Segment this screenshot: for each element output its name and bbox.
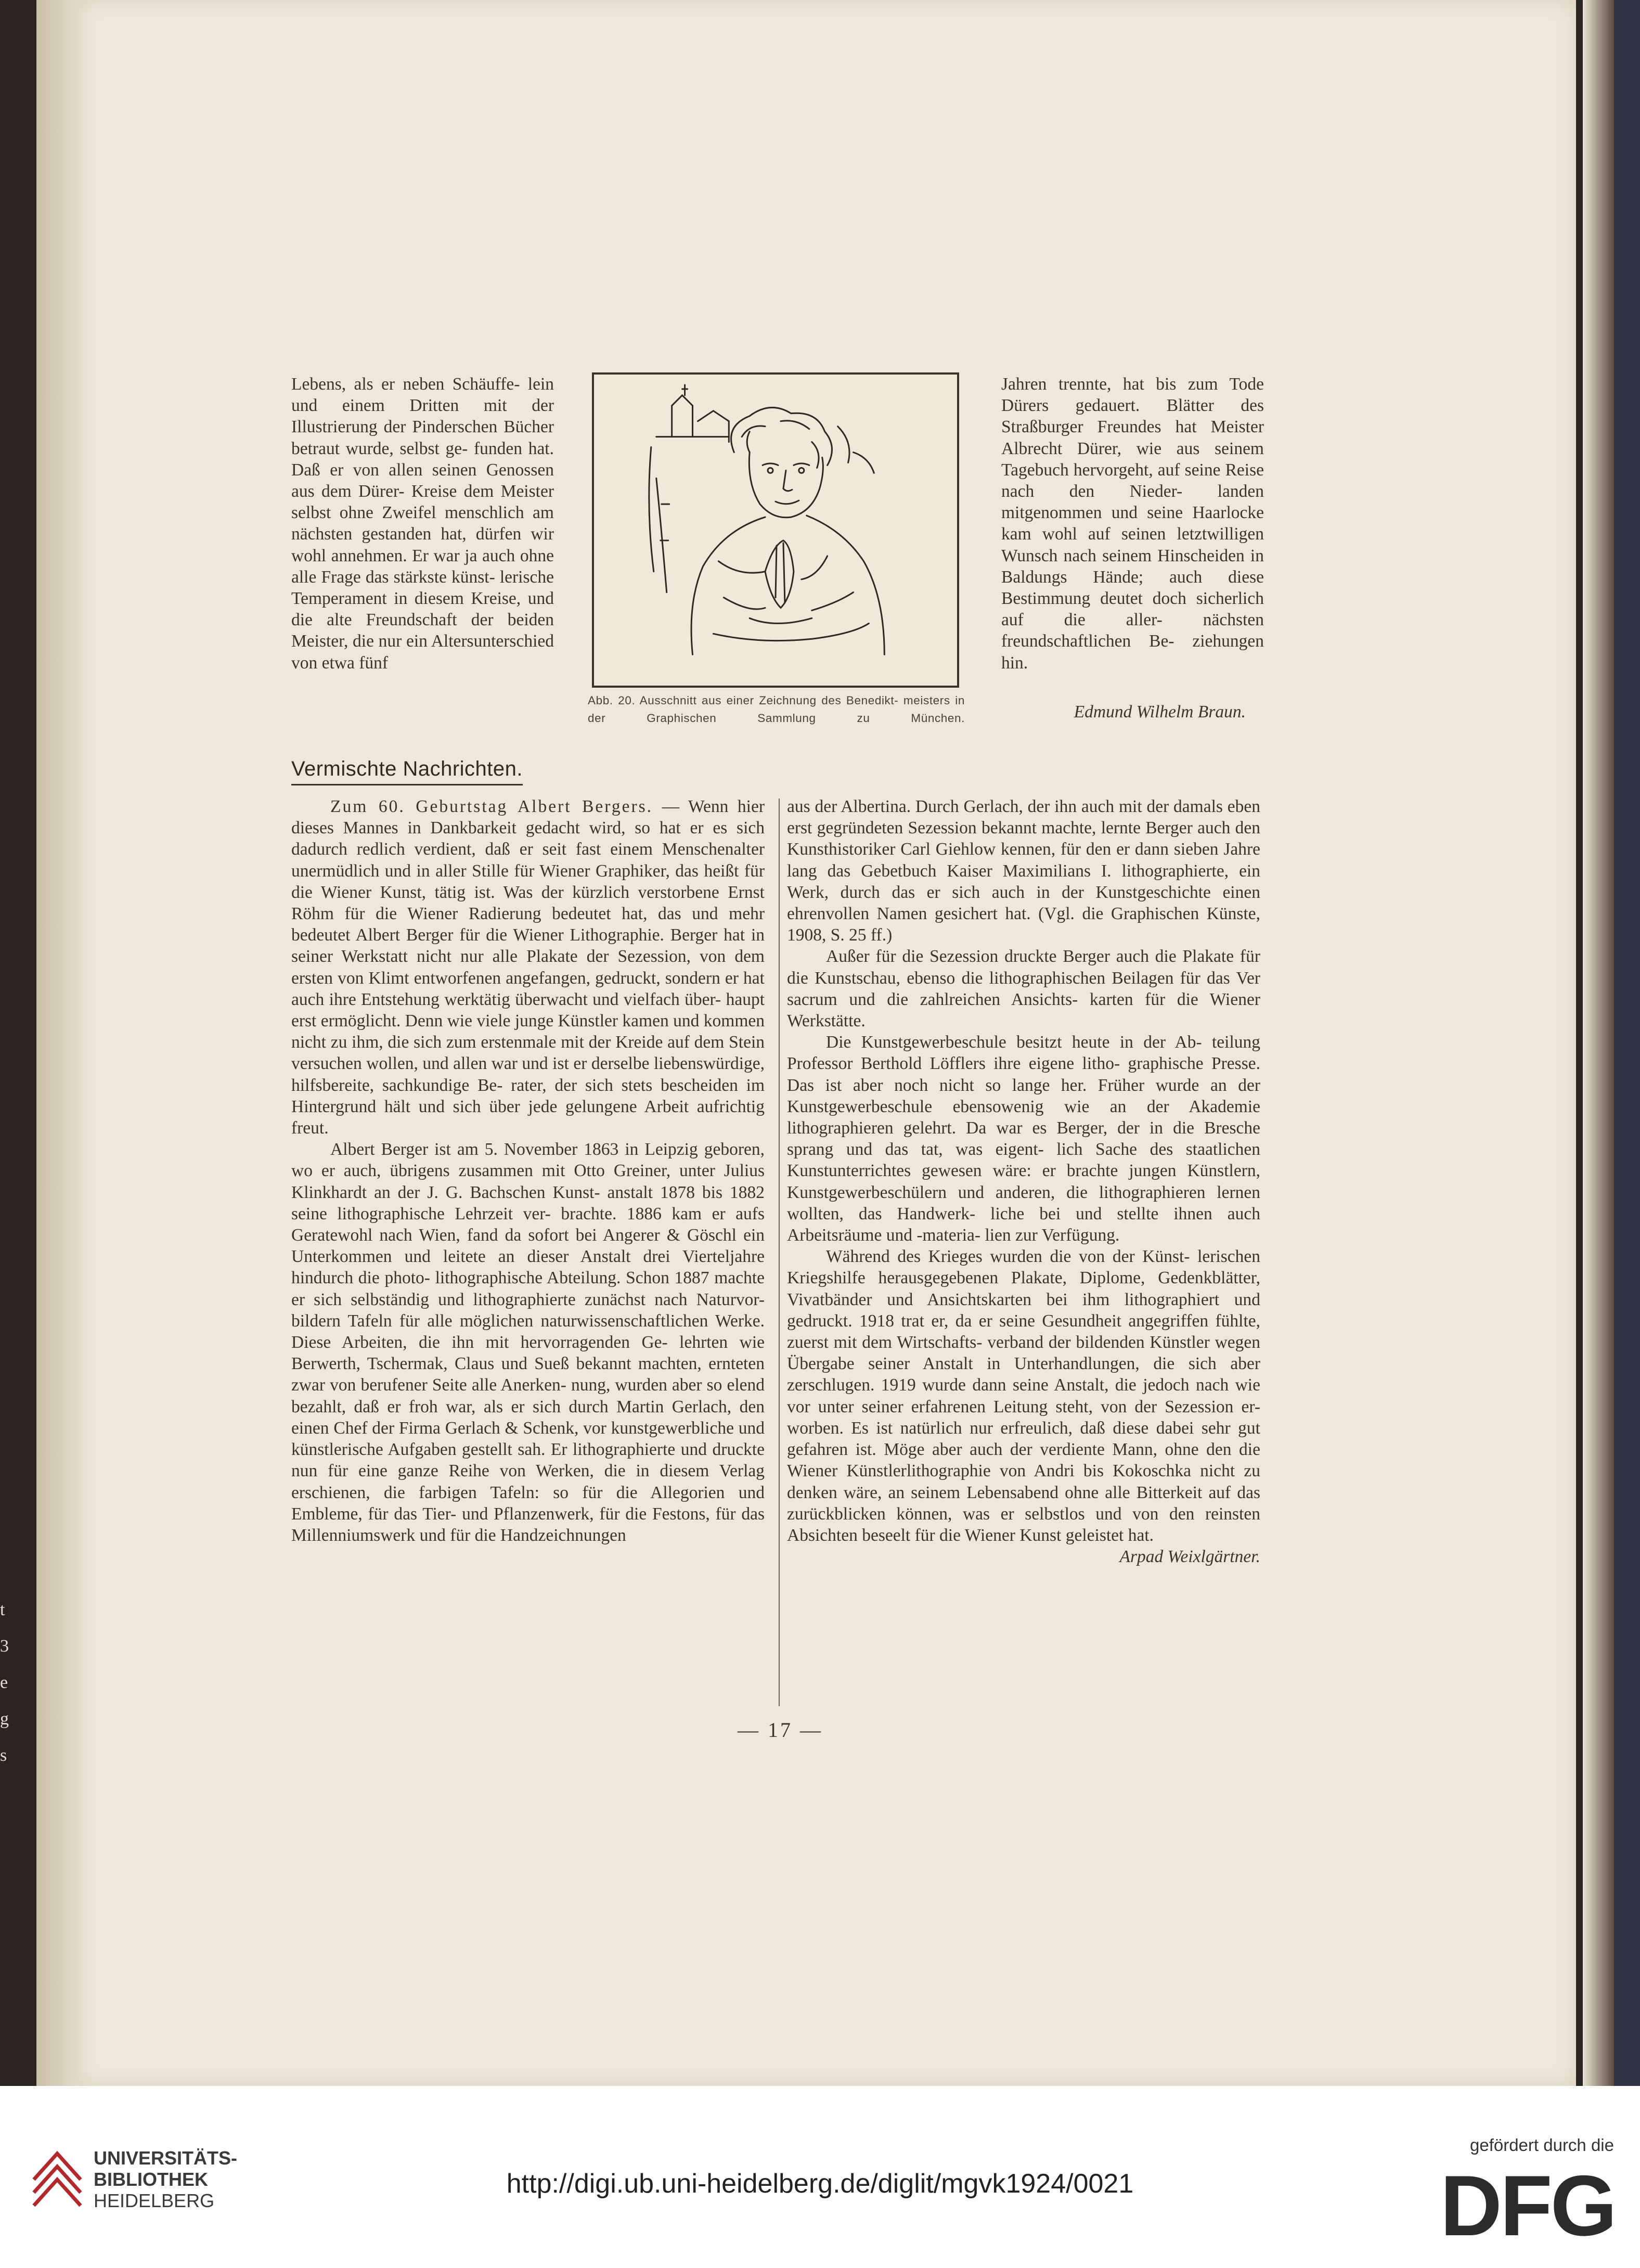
- library-name-line: HEIDELBERG: [94, 2190, 215, 2211]
- paragraph-text: Während des Krieges wurden die von der Künst- lerischen Kriegshilfe herausgegebenen Plakate, Diplome, Gedenkblätter, Vivatbänder und Ansichtskarten bei ihm lithographiert und gedruckt. 1918 trat er, da er seine Gesundheit angegriffen fühlte, zuerst mit dem Wirtschafts- verband der bildenden Künstler wegen Übergabe seiner Anstalt in Unterhandlungen, die sich aber zerschlugen. 1919 wurde dann seine Anstalt, die jedoch nach wie vor unter seiner erfahrenen Leitung steht, von der Sezession er- worben. Es ist natürlich nur erfreulich, daß diese dabei sehr gut gefahren ist. Möge aber auch der verdiente Mann, ohne den die Wiener Künstlerlithographie von Andri bis Kokoschka nicht zu denken wäre, an seinem Lebensabend ohne alle Bitterkeit auf das zurückblicken können, was er selbstlos und von den reinsten Absichten beseelt für die Wiener Kunst geleistet hat.: [787, 1247, 1260, 1545]
- dfg-logo: DFG: [1440, 2158, 1615, 2253]
- article-text-right: [1001, 373, 1264, 674]
- drawing-portrait-icon: [594, 375, 957, 686]
- page-number: — 17 —: [738, 1718, 823, 1742]
- news-column-right: [787, 796, 1260, 1567]
- margin-char: g: [0, 1709, 9, 1729]
- paragraph: Lebens, als er neben Schäuffe- lein und einem Dritten mit der Illustrierung der Pinderschen Bücher betraut wurde, selbst ge- funden hat. Daß er von allen seinen Genossen aus dem Dürer- Kreise dem Meister selbst ohne Zweifel menschlich am nächsten gestanden hat, dürfen wir wohl annehmen. Er war ja auch ohne alle Frage das stärkste künst- lerische Temperament in diesem Kreise, und die alte Freundschaft der beiden Meister, die nur ein Altersunterschied von etwa fünf: [291, 375, 554, 673]
- author-signature: Arpad Weixlgärtner.: [1119, 1547, 1260, 1567]
- paragraph: Außer für die Sezession druckte Berger auch die Plakate für die Kunstschau, ebenso die lithographischen Beilagen für das Ver sacrum und die zahlreichen Ansichts- karten für die Wiener Werkstätte.: [787, 947, 1260, 1031]
- article-text-left: [291, 373, 554, 674]
- source-url-link[interactable]: http://digi.ub.uni-heidelberg.de/diglit/mgvk1924/0021: [506, 2169, 1134, 2199]
- column-divider: [779, 798, 780, 1706]
- footer-bar: [0, 2086, 1640, 2268]
- article-lead: Zum 60. Geburtstag Albert Bergers.: [330, 797, 653, 816]
- paragraph: Jahren trennte, hat bis zum Tode Dürers gedauert. Blätter des Straßburger Freundes hat Meister Albrecht Dürer, wie aus seinem Tagebuch hervorgeht, auf seine Reise nach den Nieder- landen mitgenommen und seine Haarlocke kam wohl auf seinen letztwilligen Wunsch nach seinem Hinscheiden in Baldungs Hände; auch diese Bestimmung deutet doch sicherlich auf die aller- nächsten freundschaftlichen Be- ziehungen hin.: [1001, 375, 1264, 673]
- library-name-line: BIBLIOTHEK: [94, 2169, 208, 2190]
- margin-characters: [0, 1592, 16, 1774]
- figure-illustration: [592, 372, 959, 688]
- margin-char: t: [0, 1600, 5, 1619]
- section-title: Vermischte Nachrichten.: [291, 757, 523, 785]
- book-cover-edge: [1614, 0, 1640, 2086]
- margin-char: 3: [0, 1636, 9, 1656]
- paragraph: [787, 1246, 1260, 1567]
- library-name-line: UNIVERSITÄTS-: [94, 2147, 238, 2169]
- paragraph: Albert Berger ist am 5. November 1863 in Leipzig geboren, wo er auch, übrigens zusammen mit Otto Greiner, unter Julius Klinkhardt an der J. G. Bachschen Kunst- anstalt 1878 bis 1882 seine lithographische Lehrzeit ver- brachte. 1886 kam er aufs Geratewohl nach Wien, fand da sofort bei Angerer & Göschl ein Unterkommen und leitete an dieser Anstalt drei Vierteljahre hindurch die photo- lithographische Abteilung. Schon 1887 machte er sich selbständig und lithographierte zunächst nach Naturvor- bildern Tafeln für alle möglichen naturwissenschaftlichen Werke. Diese Arbeiten, die ihn mit hervorragenden Ge- lehrten wie Berwerth, Tschermak, Claus und Sueß bekannt machten, ernteten zwar von berufener Seite alle Anerken- nung, wurden aber so elend bezahlt, daß er froh war, als er sich durch Martin Gerlach, den einen Chef der Firma Gerlach & Schenk, vor kunstgewerbliche und künstlerische Aufgaben gestellt sah. Er lithographierte und druckte nun für eine ganze Reihe von Werken, die in diesem Verlag erschienen, die farbigen Tafeln: so für die Allegorien und Embleme, für das Tier- und Pflanzenwerk, für die Festons, für das Millenniumswerk und für die Handzeichnungen: [291, 1140, 765, 1545]
- paragraph-text: — Wenn hier dieses Mannes in Dankbarkeit gedacht wird, so hat er es sich dadurch redlich verdient, daß er seit fast einem Menschenalter unermüdlich und in aller Stille für Wiener Graphiker, das heißt für die Wiener Kunst, tätig ist. Was der kürzlich verstorbene Ernst Röhm für die Wiener Radierung bedeutet hat, das und mehr bedeutet Albert Berger für die Wiener Lithographie. Berger hat in seiner Werkstatt nicht nur alle Plakate der Sezession, von dem ersten von Klimt entworfenen angefangen, gedruckt, sondern er hat auch ihre Entstehung werktätig überwacht und vielfach über- haupt erst ermöglicht. Denn wie viele junge Künstler kamen und kommen nicht zu ihm, die sich zum erstenmale mit der Kreide auf dem Stein versuchen wollen, und allen war und ist er derselbe liebenswürdige, hilfsbereite, sachkundige Be- rater, der sich stets bescheiden im Hintergrund hält und sich über jede gelungene Arbeit aufrichtig freut.: [291, 797, 765, 1138]
- author-signature: Edmund Wilhelm Braun.: [1074, 702, 1246, 721]
- news-column-left: [291, 796, 765, 1546]
- margin-char: s: [0, 1746, 7, 1765]
- funding-label: gefördert durch die: [1469, 2135, 1614, 2155]
- paragraph: Die Kunstgewerbeschule besitzt heute in der Ab- teilung Professor Berthold Löfflers ihre eigene litho- graphische Presse. Das ist aber noch nicht so lange her. Früher wurde an der Kunstgewerbeschule ebensowenig wie an der Akademie lithographieren gelehrt. Da war es Berger, der in die Bresche sprang und das tat, was eigent- lich Sache des staatlichen Kunstunterrichtes gewesen wäre: er brachte jungen Künstlern, Kunstgewerbeschülern und anderen, die lithographieren lernen wollten, das Handwerk- liche bei und stellte ihnen auch Arbeitsräume und -materia- lien zur Verfügung.: [787, 1033, 1260, 1245]
- figure-caption: Abb. 20. Ausschnitt aus einer Zeichnung des Benedikt- meisters in der Graphischen Sammlung zu München.: [588, 694, 965, 725]
- margin-char: e: [0, 1673, 8, 1692]
- paragraph: aus der Albertina. Durch Gerlach, der ihn auch mit der damals eben erst gegründeten Sezession bekannt machte, lernte Berger auch den Kunsthistoriker Carl Giehlow kennen, für den er dann sieben Jahre lang das Gebetbuch Kaiser Maximilians I. lithographierte, ein Werk, durch das er sich auch in der Kunstgeschichte einen ehrenvollen Namen gesichert hat. (Vgl. die Graphischen Künste, 1908, S. 25 ff.): [787, 797, 1260, 945]
- paragraph: [291, 796, 765, 1139]
